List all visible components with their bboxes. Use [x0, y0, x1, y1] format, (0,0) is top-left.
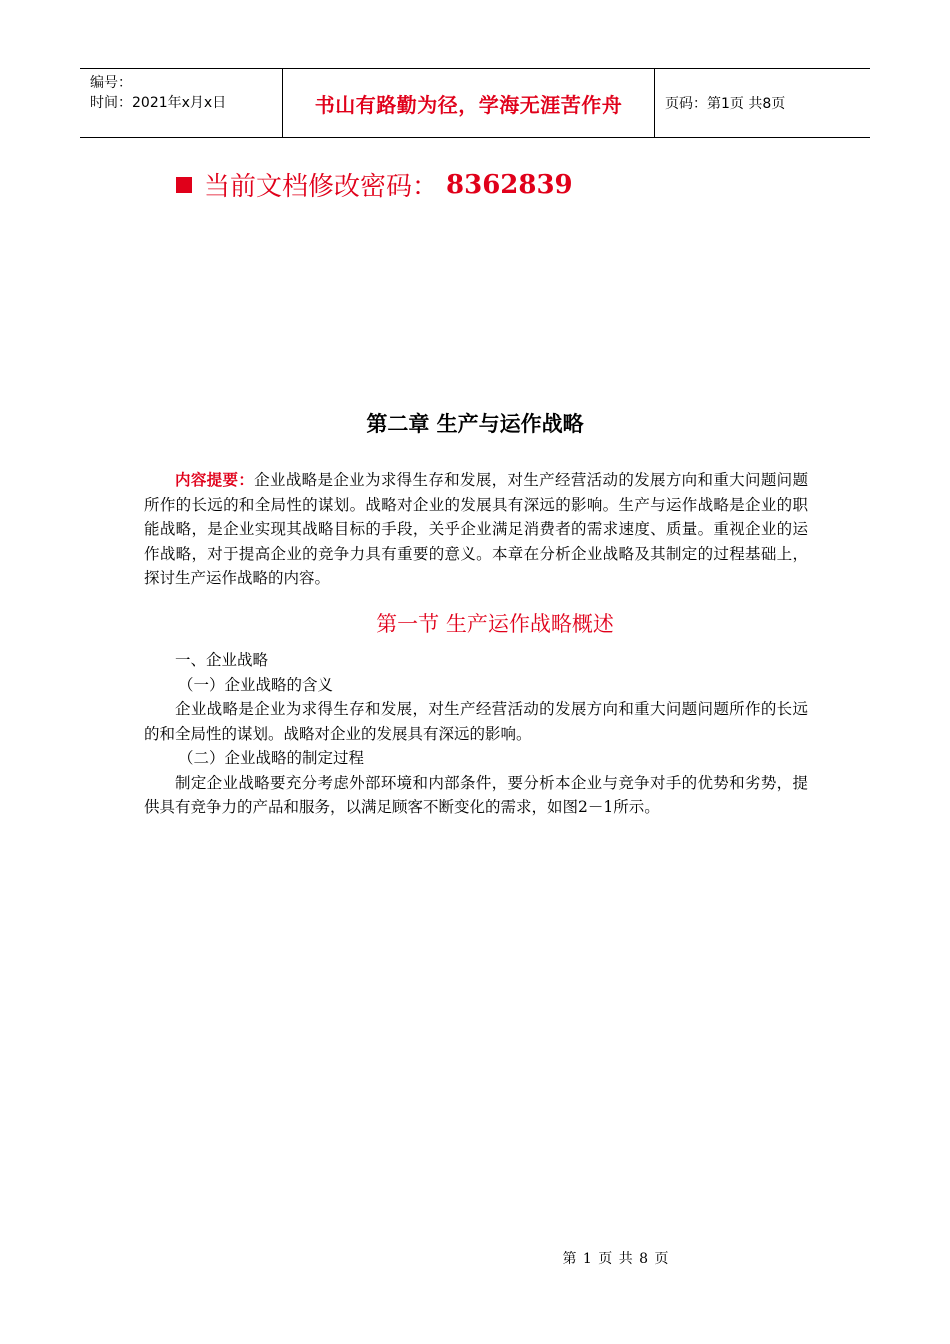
password-notice: [176, 166, 573, 203]
summary-paragraph: [144, 468, 808, 591]
chapter-title: 第二章 生产与运作战略: [366, 412, 584, 436]
square-bullet-icon: [176, 177, 192, 193]
number-label: 编号：: [90, 75, 132, 91]
page-footer: 第 1 页 共 8 页: [562, 1251, 670, 1267]
heading-level-2-process: （二）企业战略的制定过程: [178, 749, 365, 767]
password-notice-text: 当前文档修改密码：: [204, 172, 439, 202]
section-title: 第一节 生产运作战略概述: [376, 612, 614, 636]
summary-label: 内容提要：: [175, 471, 255, 489]
paragraph-meaning: 企业战略是企业为求得生存和发展，对生产经营活动的发展方向和重大问题问题所作的长远的和全局性的谋划。战略对企业的发展具有深远的影响。: [144, 700, 808, 743]
password-code: 8362839: [446, 169, 573, 200]
header-motto-cell: [282, 69, 655, 137]
summary-text: 企业战略是企业为求得生存和发展，对生产经营活动的发展方向和重大问题问题所作的长远的和全局性的谋划。战略对企业的发展具有深远的影响。生产与运作战略是企业的职能战略，是企业实现其战略目标的手段，关乎企业满足消费者的需求速度、质量。重视企业的运作战略，对于提高企业的竞争力具有重要的意义。本章在分析企业战略及其制定的过程基础上，探讨生产运作战略的内容。: [144, 471, 808, 587]
header-motto: 书山有路勤为径，学海无涯苦作舟: [314, 92, 623, 117]
header-page-info: 页码：第1页 共8页: [665, 96, 786, 112]
time-label: 时间：2021年x月x日: [90, 95, 227, 111]
document-header: [80, 68, 870, 138]
section-content: [144, 648, 808, 820]
header-meta: [80, 69, 282, 137]
heading-level-1: 一、企业战略: [175, 651, 269, 669]
paragraph-process: 制定企业战略要充分考虑外部环境和内部条件，要分析本企业与竞争对手的优势和劣势，提供具有竞争力的产品和服务，以满足顾客不断变化的需求，如图2－1所示。: [144, 773, 808, 816]
heading-level-2-meaning: （一）企业战略的含义: [178, 675, 334, 694]
